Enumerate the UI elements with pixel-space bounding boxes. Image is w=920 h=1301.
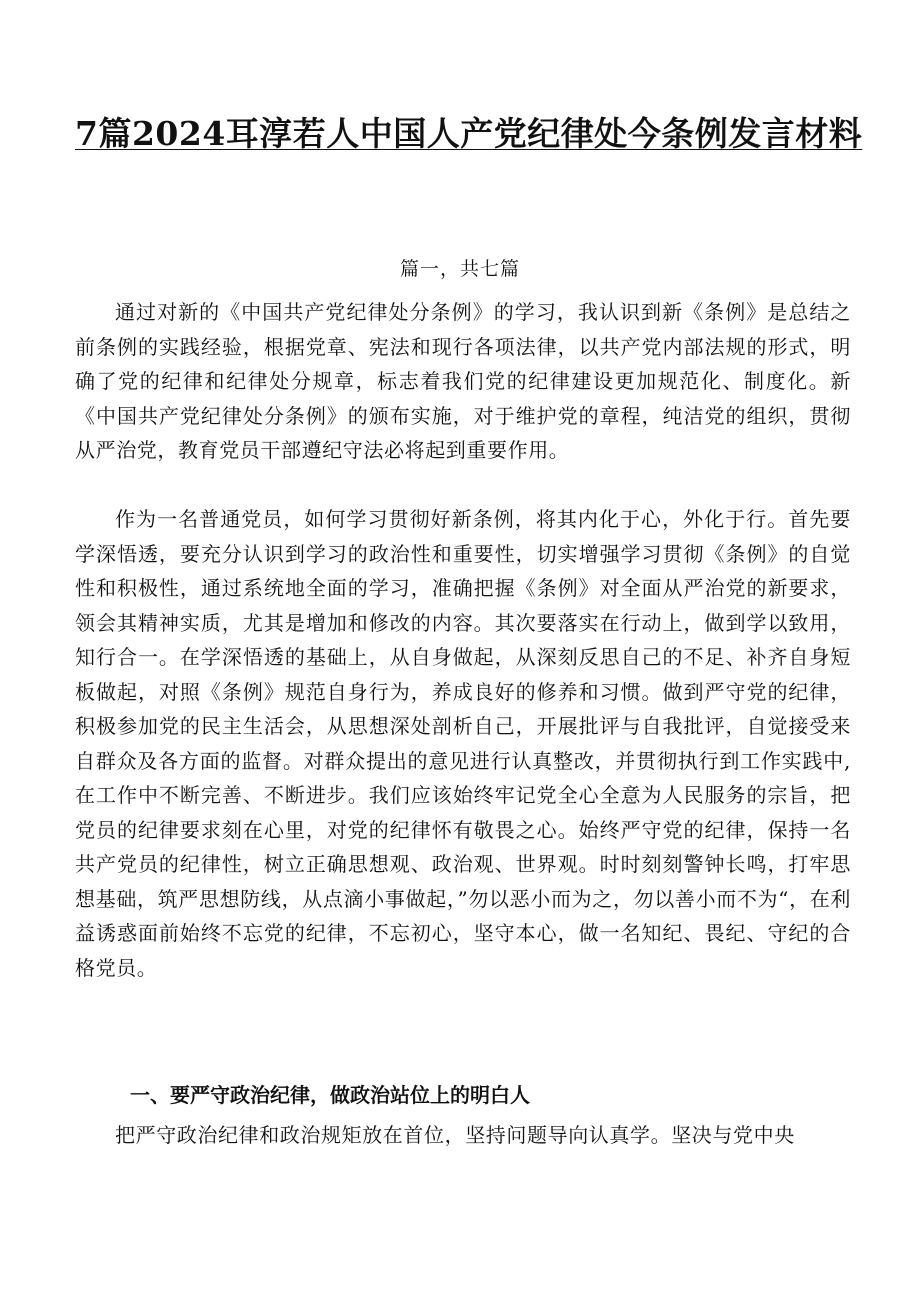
section-heading-1: 一、要严守政治纪律，做政治站位上的明白人	[130, 1085, 530, 1107]
body-paragraph-3: 把严守政治纪律和政治规矩放在首位，坚持问题导向认真学。坚决与党中央	[115, 1123, 795, 1147]
body-paragraph-1: 通过对新的《中国共产党纪律处分条例》的学习，我认识到新《条例》是总结之前条例的实践经验，根据党章、宪法和现行各项法律，以共产党内部法规的形式，明确了党的纪律和纪律处分规章，标志着我们党的纪律建设更加规范化、制度化。新《中国共产党纪律处分条例》的颁布实施，对于维护党的章程，纯洁党的组织，贯彻从严治党，教育党员干部遵纪守法必将起到重要作用。	[75, 300, 851, 462]
document-title: 7篇2024耳淳若人中国人产党纪律处今条例发言材料	[75, 114, 863, 153]
body-paragraph-2: 作为一名普通党员，如何学习贯彻好新条例，将其内化于心，外化于行。首先要学深悟透，要充分认识到学习的政治性和重要性，切实增强学习贯彻《条例》的自觉性和积极性，通过系统地全面的学习，准确把握《条例》对全面从严治党的新要求，领会其精神实质，尤其是增加和修改的内容。其次要落实在行动上，做到学以致用，知行合一。在学深悟透的基础上，从自身做起，从深刻反思自己的不足、补齐自身短板做起，对照《条例》规范自身行为，养成良好的修养和习惯。做到严守党的纪律，积极参加党的民主生活会，从思想深处剖析自己，开展批评与自我批评，自觉接受来自群众及各方面的监督。对群众提出的意见进行认真整改，并贯彻执行到工作实践中,在工作中不断完善、不断进步。我们应该始终牢记党全心全意为人民服务的宗旨，把党员的纪律要求刻在心里，对党的纪律怀有敬畏之心。始终严守党的纪律，保持一名共产党员的纪律性，树立正确思想观、政治观、世界观。时时刻刻警钟长鸣，打牢思想基础，筑严思想防线，从点滴小事做起，”勿以恶小而为之，勿以善小而不为“，在利益诱惑面前始终不忘党的纪律，不忘初心，坚守本心，做一名知纪、畏纪、守纪的合格党员。	[75, 507, 851, 980]
section-label: 篇一，共七篇	[399, 258, 520, 280]
